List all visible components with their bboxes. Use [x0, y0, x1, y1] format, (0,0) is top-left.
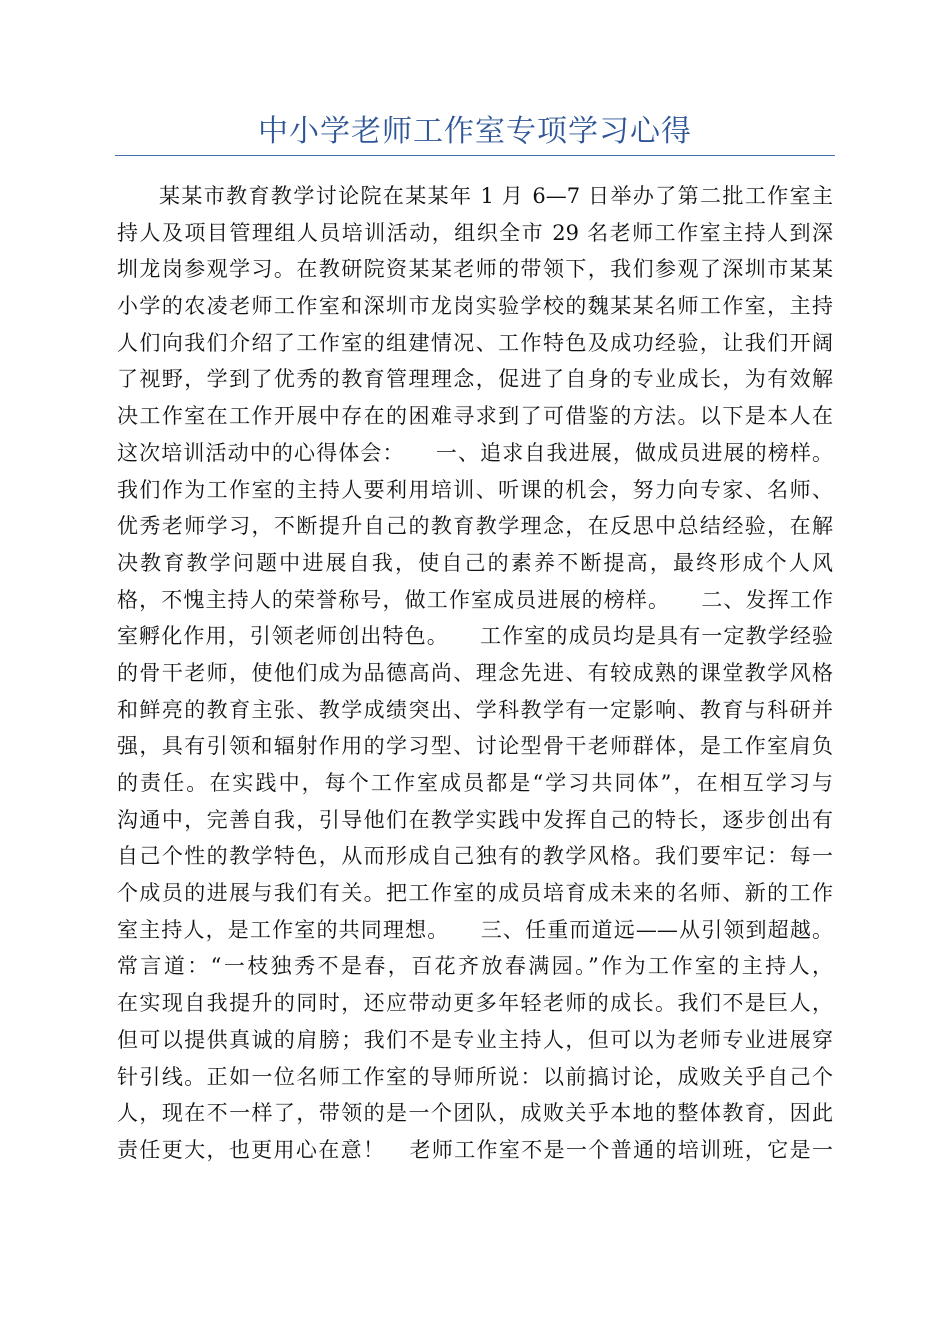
title-underline [115, 155, 835, 156]
paragraph-line: 这次培训活动中的心得体会： 一、追求自我进展，做成员进展的榜样。 [117, 440, 833, 465]
paragraph-line: 但可以提供真诚的肩膀；我们不是专业主持人，但可以为老师专业进展穿 [117, 1027, 833, 1052]
paragraph-line: 在实现自我提升的同时，还应带动更多年轻老师的成长。我们不是巨人， [117, 991, 833, 1016]
paragraph-line: 强，具有引领和辐射作用的学习型、讨论型骨干老师群体，是工作室肩负 [117, 734, 833, 759]
paragraph-line: 个成员的进展与我们有关。把工作室的成员培育成未来的名师、新的工作 [117, 881, 833, 906]
paragraph-line: 优秀老师学习，不断提升自己的教育教学理念，在反思中总结经验，在解 [117, 514, 833, 539]
paragraph-line: 某某市教育教学讨论院在某某年 1 月 6—7 日举办了第二批工作室主 [159, 184, 833, 208]
paragraph-line: 我们作为工作室的主持人要利用培训、听课的机会，努力向专家、名师、 [117, 477, 833, 502]
document-title: 中小学老师工作室专项学习心得 [258, 114, 692, 149]
paragraph-line: 沟通中，完善自我，引导他们在教学实践中发挥自己的特长，逐步创出有 [117, 807, 833, 832]
document-body [117, 178, 833, 1169]
paragraph-line: 圳龙岗参观学习。在教研院资某某老师的带领下，我们参观了深圳市某某 [117, 257, 833, 282]
paragraph-line: 格，不愧主持人的荣誉称号，做工作室成员进展的榜样。 二、发挥工作 [117, 587, 833, 612]
paragraph-line: 室孵化作用，引领老师创出特色。 工作室的成员均是具有一定教学经验 [117, 624, 833, 649]
paragraph-line: 人，现在不一样了，带领的是一个团队，成败关乎本地的整体教育，因此 [117, 1101, 833, 1126]
paragraph-line: 人们向我们介绍了工作室的组建情况、工作特色及成功经验，让我们开阔 [117, 330, 833, 355]
paragraph-line: 常言道：“一枝独秀不是春，百花齐放春满园。”作为工作室的主持人， [117, 954, 833, 979]
paragraph-line: 室主持人，是工作室的共同理想。 三、任重而道远——从引领到超越。 [117, 917, 833, 942]
paragraph-line: 的骨干老师，使他们成为品德高尚、理念先进、有较成熟的课堂教学风格 [117, 660, 833, 685]
paragraph-line: 持人及项目管理组人员培训活动，组织全市 29 名老师工作室主持人到深 [117, 220, 833, 245]
paragraph-line: 的责任。在实践中，每个工作室成员都是“学习共同体”，在相互学习与 [117, 771, 833, 795]
paragraph-line: 针引线。正如一位名师工作室的导师所说：以前搞讨论，成败关乎自己个 [117, 1064, 833, 1089]
paragraph-line: 责任更大，也更用心在意！ 老师工作室不是一个普通的培训班，它是一 [117, 1137, 833, 1162]
paragraph-line: 决教育教学问题中进展自我，使自己的素养不断提高，最终形成个人风 [117, 550, 833, 575]
paragraph-line: 和鲜亮的教育主张、教学成绩突出、学科教学有一定影响、教育与科研并 [117, 697, 833, 722]
paragraph-line: 小学的农凌老师工作室和深圳市龙岗实验学校的魏某某名师工作室，主持 [117, 294, 833, 319]
paragraph-line: 了视野，学到了优秀的教育管理理念，促进了自身的专业成长，为有效解 [117, 367, 833, 392]
paragraph-line: 自己个性的教学特色，从而形成自己独有的教学风格。我们要牢记：每一 [117, 844, 833, 869]
paragraph-line: 决工作室在工作开展中存在的困难寻求到了可借鉴的方法。以下是本人在 [117, 404, 833, 429]
